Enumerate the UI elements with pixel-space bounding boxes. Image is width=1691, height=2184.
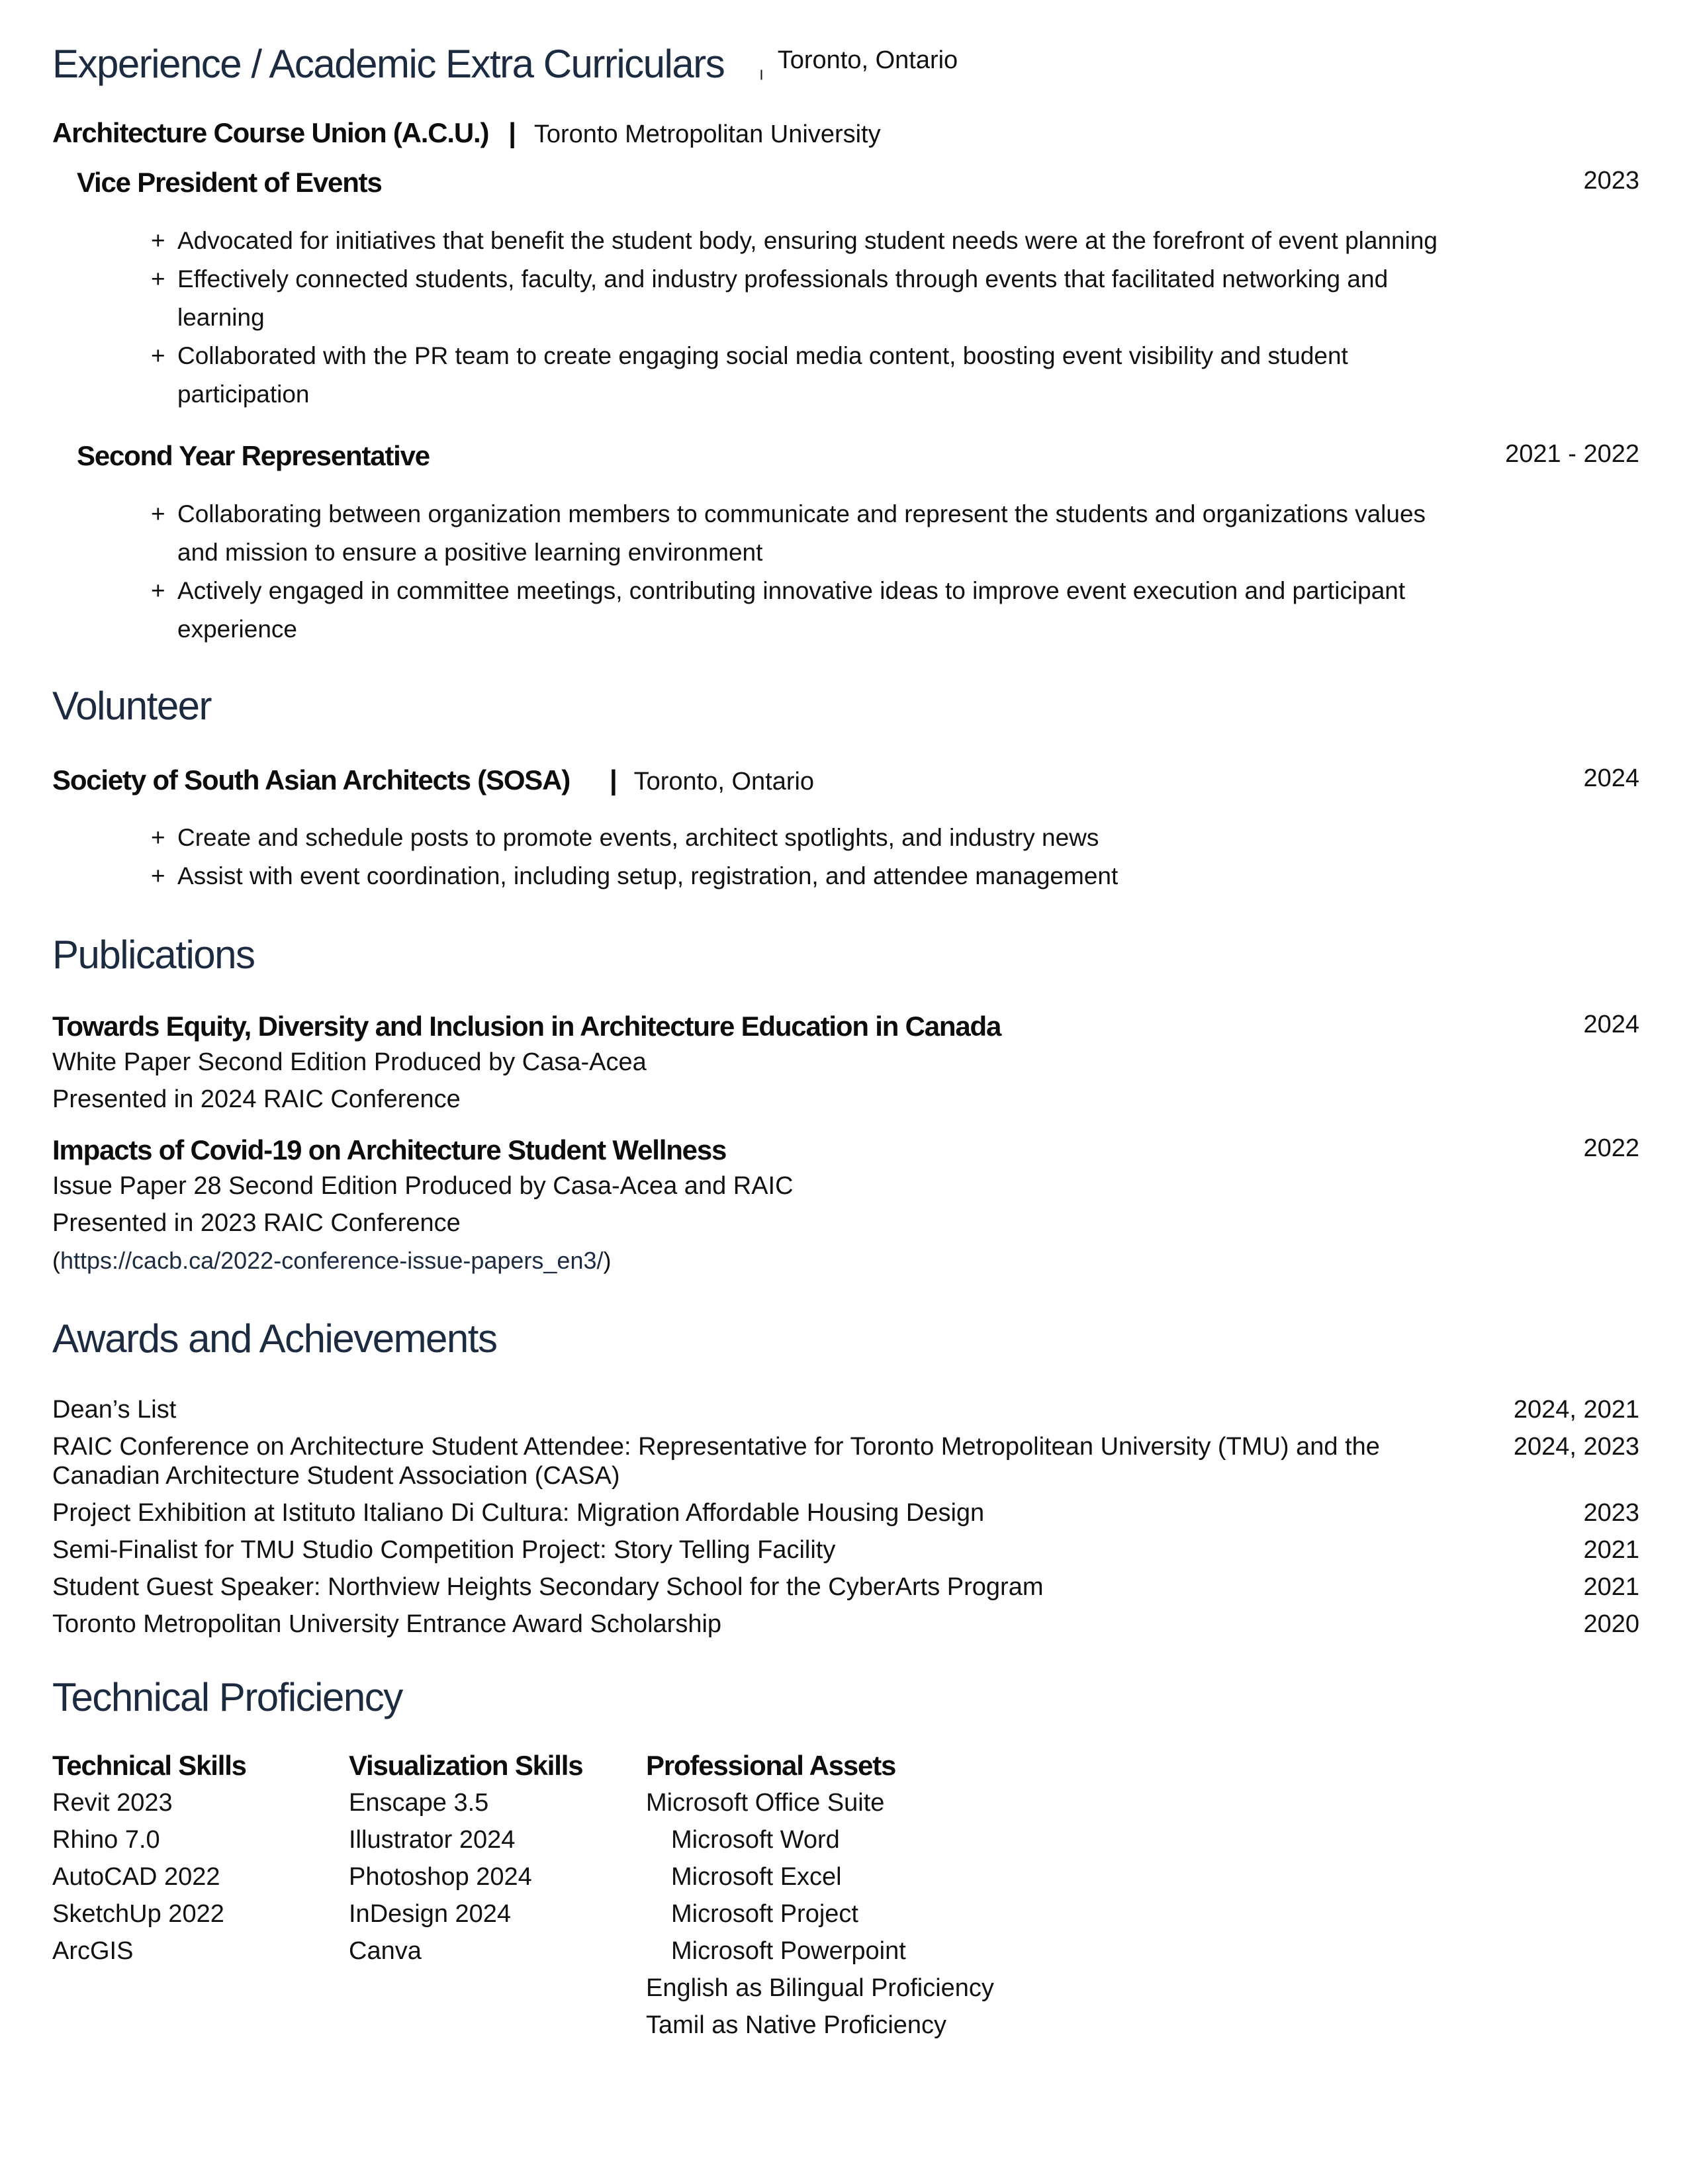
bullet-item: + Advocated for initiatives that benefit the student body, ensuring student needs were at the forefront of event planning	[151, 222, 1441, 260]
volunteer-location: Toronto, Ontario	[633, 768, 815, 796]
publication-line: Issue Paper 28 Second Edition Produced by Casa-Acea and RAIC	[52, 1172, 794, 1200]
award-item: Semi-Finalist for TMU Studio Competition Project: Story Telling Facility 2021	[52, 1536, 1639, 1564]
skill-item: Microsoft Excel	[671, 1863, 842, 1891]
publication-line: Presented in 2023 RAIC Conference	[52, 1209, 461, 1237]
award-year: 2024, 2021	[1513, 1396, 1639, 1424]
publication-year: 2022	[1583, 1134, 1639, 1162]
skill-item: Microsoft Powerpoint	[671, 1937, 906, 1965]
award-item: Toronto Metropolitan University Entrance Award Scholarship 2020	[52, 1610, 1639, 1638]
skills-column	[52, 1747, 246, 1970]
skill-item: SketchUp 2022	[52, 1900, 224, 1928]
skill-item: ArcGIS	[52, 1937, 134, 1965]
section-title-publications: Publications	[52, 933, 255, 977]
award-year: 2024, 2023	[1513, 1433, 1639, 1461]
publication-title-row	[52, 1011, 1639, 1042]
award-item: Dean’s List 2024, 2021	[52, 1396, 1639, 1424]
award-year: 2020	[1583, 1610, 1639, 1638]
plus-icon: +	[151, 824, 165, 851]
role-header	[77, 167, 1639, 199]
section-title-technical: Technical Proficiency	[52, 1675, 402, 1719]
publication-title-row	[52, 1134, 1639, 1166]
skill-item: Rhino 7.0	[52, 1826, 160, 1854]
school-name: Toronto Metropolitan University	[533, 120, 881, 148]
plus-icon: +	[151, 227, 165, 254]
volunteer-org: Society of South Asian Architects (SOSA)	[52, 764, 571, 796]
award-item: RAIC Conference on Architecture Student Attendee: Representative for Toronto Metropolitean University (TMU) and the Canadian Architecture Student Association (CASA) 2024, 2023	[52, 1433, 1639, 1490]
volunteer-bullets	[52, 819, 1441, 895]
plus-icon: +	[151, 265, 165, 293]
skills-column	[349, 1747, 582, 1970]
award-year: 2021	[1583, 1573, 1639, 1601]
publication-link-row: (https://cacb.ca/2022-conference-issue-papers_en3/)	[52, 1247, 612, 1274]
award-year: 2021	[1583, 1536, 1639, 1564]
skill-item: InDesign 2024	[349, 1900, 512, 1928]
volunteer-org-row	[52, 764, 1639, 796]
volunteer-year: 2024	[1583, 764, 1639, 792]
bullet-item: + Actively engaged in committee meetings, contributing innovative ideas to improve event execution and participant experience	[151, 572, 1441, 649]
bullet-item: + Collaborated with the PR team to create engaging social media content, boosting event visibility and student participation	[151, 337, 1441, 414]
plus-icon: +	[151, 342, 165, 369]
section-title-awards: Awards and Achievements	[52, 1316, 497, 1361]
skill-item: Enscape 3.5	[349, 1789, 489, 1817]
skill-item: Microsoft Office Suite	[646, 1789, 885, 1817]
skill-item: Microsoft Project	[671, 1900, 858, 1928]
skill-item: Photoshop 2024	[349, 1863, 532, 1891]
skill-item: Revit 2023	[52, 1789, 173, 1817]
separator: |	[760, 69, 763, 80]
bullet-item: + Collaborating between organization members to communicate and represent the students and organizations values and mission to ensure a positive learning environment	[151, 495, 1441, 572]
plus-icon: +	[151, 577, 165, 604]
plus-icon: +	[151, 500, 165, 527]
skill-item: Canva	[349, 1937, 422, 1965]
role-header	[77, 440, 1639, 472]
section-title-experience: Experience / Academic Extra Curriculars	[52, 42, 725, 86]
bullet-item: + Effectively connected students, faculty, and industry professionals through events that facilitated networking and learning	[151, 260, 1441, 337]
section-title-volunteer: Volunteer	[52, 684, 212, 728]
bullet-item: + Assist with event coordination, including setup, registration, and attendee management	[151, 857, 1441, 895]
role-bullets	[52, 495, 1441, 649]
column-heading: Visualization Skills	[349, 1750, 583, 1781]
experience-location: Toronto, Ontario	[777, 46, 958, 74]
award-item: Project Exhibition at Istituto Italiano Di Cultura: Migration Affordable Housing Design 2023	[52, 1499, 1639, 1527]
awards-list	[52, 1395, 1639, 1647]
publication-title: Impacts of Covid-19 on Architecture Student Wellness	[52, 1134, 727, 1165]
role-title: Second Year Representative	[77, 440, 430, 471]
skill-item: Illustrator 2024	[349, 1826, 516, 1854]
skill-item: Microsoft Word	[671, 1826, 840, 1854]
role-bullets	[52, 222, 1441, 414]
publication-title: Towards Equity, Diversity and Inclusion in Architecture Education in Canada	[52, 1011, 1001, 1042]
org-name: Architecture Course Union (A.C.U.)	[52, 117, 489, 148]
role-year: 2021 - 2022	[1505, 440, 1639, 468]
publication-line: Presented in 2024 RAIC Conference	[52, 1085, 461, 1113]
bullet-item: + Create and schedule posts to promote events, architect spotlights, and industry news	[151, 819, 1441, 857]
skill-item: English as Bilingual Proficiency	[646, 1974, 994, 2002]
role-year: 2023	[1583, 167, 1639, 195]
skill-item: Tamil as Native Proficiency	[646, 2011, 947, 2039]
experience-header	[52, 41, 958, 87]
award-item: Student Guest Speaker: Northview Heights Secondary School for the CyberArts Program 2021	[52, 1573, 1639, 1601]
column-heading: Professional Assets	[646, 1750, 896, 1781]
separator: |	[610, 764, 617, 796]
skills-column	[646, 1747, 994, 2044]
publication-line: White Paper Second Edition Produced by Casa-Acea	[52, 1048, 647, 1076]
publication-year: 2024	[1583, 1011, 1639, 1038]
org-row	[52, 117, 881, 149]
skill-item: AutoCAD 2022	[52, 1863, 220, 1891]
role-title: Vice President of Events	[77, 167, 382, 198]
separator: |	[508, 117, 516, 148]
plus-icon: +	[151, 862, 165, 889]
publication-link[interactable]: https://cacb.ca/2022-conference-issue-papers_en3/	[60, 1247, 604, 1274]
column-heading: Technical Skills	[52, 1750, 246, 1781]
award-year: 2023	[1583, 1499, 1639, 1527]
